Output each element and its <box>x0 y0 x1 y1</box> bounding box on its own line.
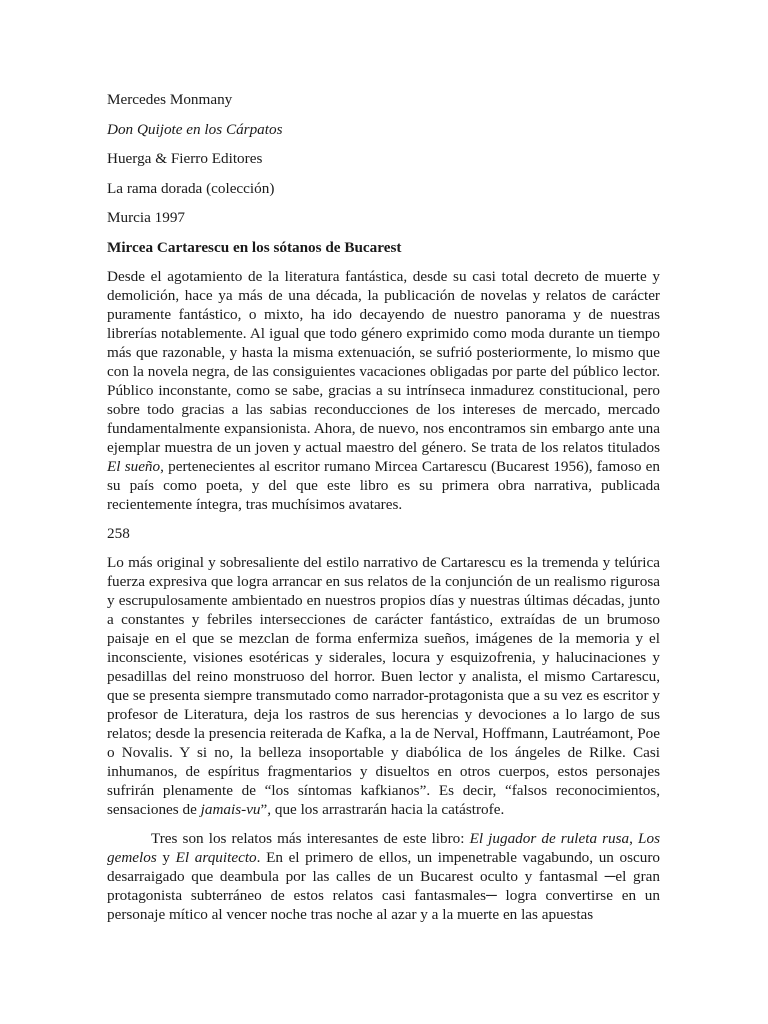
book-title: Don Quijote en los Cárpatos <box>107 120 283 138</box>
story-title-gemelos: Los gemelos <box>107 829 660 866</box>
author-name: Mercedes Monmany <box>107 91 233 108</box>
collection: La rama dorada (colección) <box>107 179 275 197</box>
article-heading: Mircea Cartarescu en los sótanos de Bucarest <box>107 238 402 256</box>
document-page <box>107 90 660 934</box>
paragraph-2-text-a: Lo más original y sobresaliente del estilo narrativo de Cartarescu es la tremenda y telúrica fuerza expresiva que logra arrancar en sus relatos de la conjunción de un realismo rigurosa y escrupulosamente ambientado en nuestros propios días y nuestras últimas décadas, junto a constantes y febriles intersecciones de carácter fantástico, extraídas de un brumoso paisaje en el que se mezclan de forma enfermiza sueños, imágenes de la memoria y el inconsciente, visiones esotéricas y siderales, locura y esquizofrenia, y halucinaciones y pesadillas del reino monstruoso del horror. Buen lector y analista, el mismo Cartarescu, que se presenta siempre transmutado como narrador-protagonista que a su vez es escritor y profesor de Literatura, deja los rastros de sus herencias y devociones a lo largo de sus relatos; desde la presencia reiterada de Kafka, a la de Nerval, Hoffmann, Lautréamont, Poe o Novalis. Y si no, la belleza insoportable y diabólica de los ángeles de Rilke. Casi inhumanos, de espíritus fragmentarios y disueltos en otros cuerpos, estos personajes sufrirán plenamente de “los síntomas kafkianos”. Es decir, “falsos reconocimientos, sensaciones de <box>107 553 660 818</box>
paragraph-3-text-a: Tres son los relatos más interesantes de este libro: <box>151 829 470 847</box>
paragraph-3 <box>107 829 660 924</box>
story-title-ruleta: El jugador de ruleta rusa <box>469 829 630 847</box>
paragraph-2-text-b: ”, que los arrastrarán hacia la catástrofe. <box>260 800 505 818</box>
paragraph-1-text-a: Desde el agotamiento de la literatura fantástica, desde su casi total decreto de muerte y demolición, hace ya más de una década, la publicación de novelas y relatos de carácter puramente fantástico, o mixto, ha ido decayendo de nuestro panorama y de nuestras librerías notablemente. Al igual que todo género exprimido como moda durante un tiempo más que razonable, y hasta la misma extenuación, se sufrió posteriormente, lo mismo que con la novela negra, de las consiguientes vacaciones obligadas por parte del público lector. Público inconstante, como se sabe, gracias a su intrínseca inmadurez constitucional, pero sobre todo gracias a las sabias reconducciones de los intereses de mercado, mercado fundamentalmente expansionista. Ahora, de nuevo, nos encontramos sin embargo ante una ejemplar muestra de un joven y actual maestro del género. Se trata de los relatos titulados <box>107 267 660 456</box>
paragraph-3-text-d: . En el primero de ellos, un impenetrable vagabundo, un oscuro desarraigado que deambula por las calles de un Bucarest oculto y fantasmal ─el gran protagonista subterráneo de estos relatos casi fantasmales─ logra convertirse en un personaje mítico al vencer noche tras noche al azar y a la muerte en las apuestas <box>107 848 661 923</box>
paragraph-1-text-b: , pertenecientes al escritor rumano Mircea Cartarescu (Bucarest 1956), famoso en su país como poeta, y del que este libro es su primera obra narrativa, publicada recientemente íntegra, tras muchísimos avatares. <box>107 457 660 513</box>
paragraph-3-text-c: y <box>156 848 176 866</box>
paragraph-1-emphasis: El sueño <box>107 457 161 475</box>
paragraph-2 <box>107 553 660 819</box>
page-number: 258 <box>107 524 130 542</box>
place-year: Murcia 1997 <box>107 209 186 226</box>
story-title-arquitecto: El arquitecto <box>175 848 257 866</box>
paragraph-2-emphasis: jamais-vu <box>200 800 261 818</box>
paragraph-3-text-b: , <box>629 829 639 847</box>
publisher: Huerga & Fierro Editores <box>107 150 263 167</box>
paragraph-1 <box>107 267 660 514</box>
